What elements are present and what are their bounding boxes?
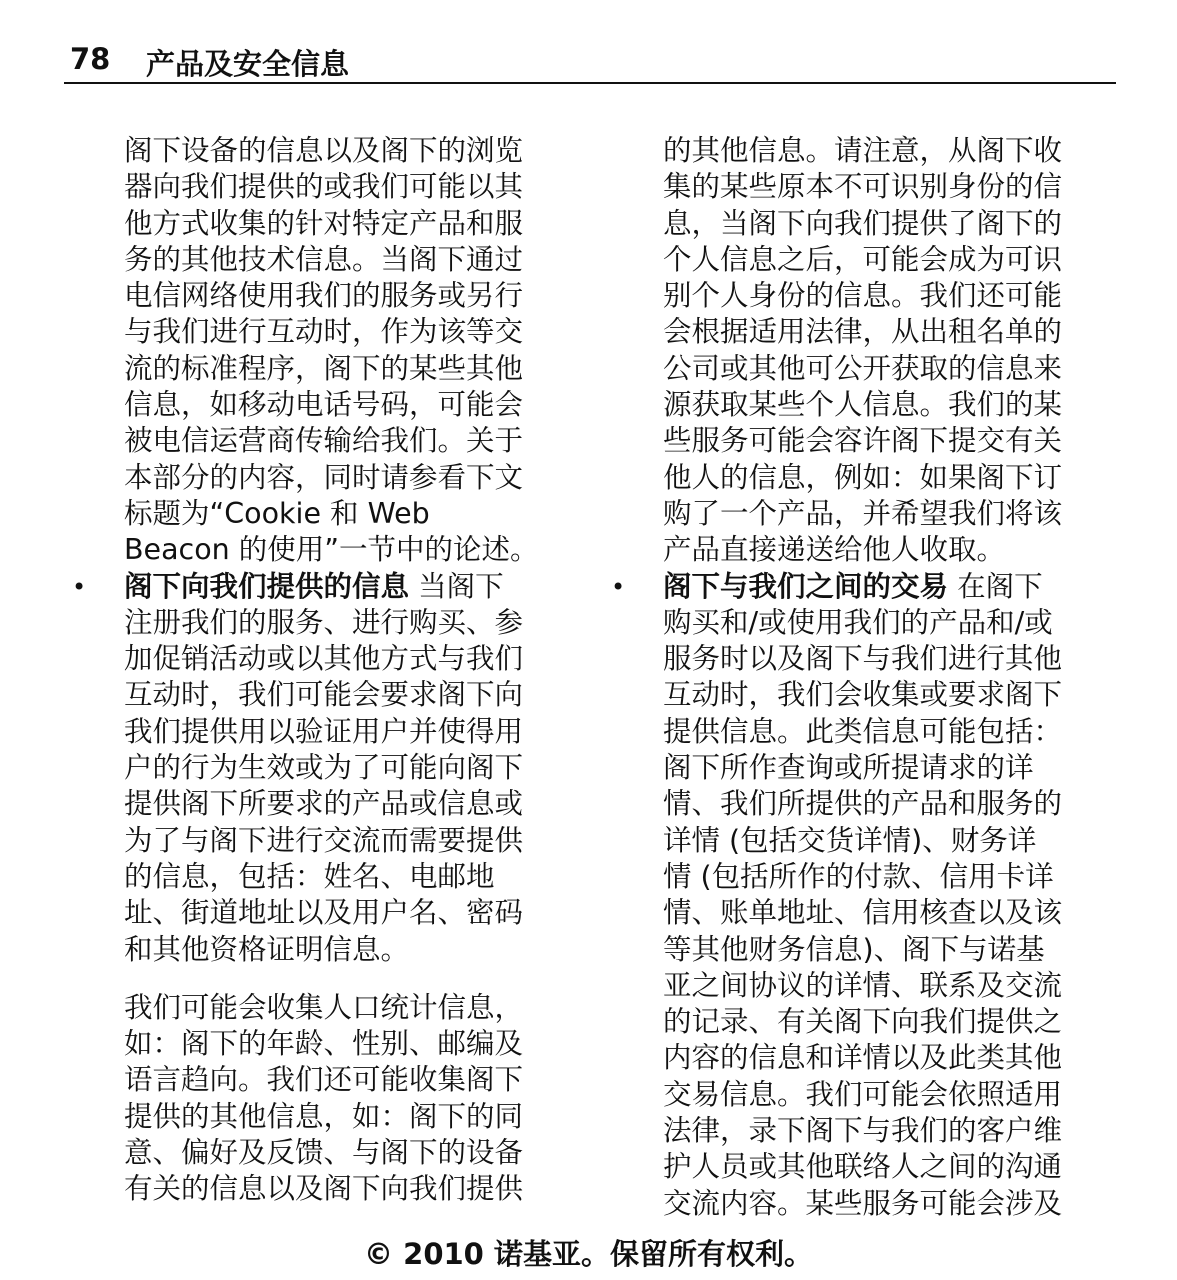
text-line: 的信息，包括：姓名、电邮地 bbox=[124, 859, 495, 893]
text-line: 务的其他技术信息。当阁下通过 bbox=[124, 242, 524, 276]
text-line: 阁下所作查询或所提请求的详 bbox=[663, 751, 1034, 785]
text-line: 交易信息。我们可能会依照适用 bbox=[663, 1077, 1063, 1111]
text-line: 意、偏好及反馈、与阁下的设备 bbox=[124, 1136, 524, 1170]
text-line: 加促销活动或以其他方式与我们 bbox=[124, 642, 524, 676]
section-title: 产品及安全信息 bbox=[146, 47, 350, 81]
text-line: 他方式收集的针对特定产品和服 bbox=[124, 206, 524, 240]
text-line: 交流内容。某些服务可能会涉及 bbox=[663, 1186, 1063, 1220]
text-line: 标题为“Cookie 和 Web bbox=[124, 496, 430, 530]
text-line: 的记录、有关阁下向我们提供之 bbox=[663, 1005, 1063, 1039]
right-column bbox=[611, 133, 1113, 1222]
text-line: 信息，如移动电话号码，可能会 bbox=[124, 388, 524, 422]
bullet-first-line bbox=[663, 569, 1113, 605]
text-line: 产品直接递送给他人收取。 bbox=[663, 533, 1006, 567]
paragraph-gap bbox=[124, 968, 574, 990]
text-line: 他人的信息，例如：如果阁下订 bbox=[663, 460, 1063, 494]
text-line: 与我们进行互动时，作为该等交 bbox=[124, 315, 524, 349]
text-line: 购买和/或使用我们的产品和/或 bbox=[663, 605, 1053, 639]
bullet-icon: • bbox=[72, 572, 87, 601]
text-line: 为了与阁下进行交流而需要提供 bbox=[124, 823, 524, 857]
text-line: 护人员或其他联络人之间的沟通 bbox=[663, 1150, 1063, 1184]
text-line: 我们提供用以验证用户并使得用 bbox=[124, 714, 524, 748]
text-line: 如：阁下的年龄、性别、邮编及 bbox=[124, 1027, 524, 1061]
text-line: 息，当阁下向我们提供了阁下的 bbox=[663, 206, 1063, 240]
text-line: 我们可能会收集人口统计信息， bbox=[124, 990, 524, 1024]
text-line: 和其他资格证明信息。 bbox=[124, 932, 410, 966]
text-line: 些服务可能会容许阁下提交有关 bbox=[663, 424, 1063, 458]
text-line: 语言趋向。我们还可能收集阁下 bbox=[124, 1063, 524, 1097]
text-line: 提供的其他信息，如：阁下的同 bbox=[124, 1099, 524, 1133]
text-line: 服务时以及阁下与我们进行其他 bbox=[663, 642, 1063, 676]
left-demographics-paragraph bbox=[124, 990, 574, 1208]
text-line: 法律，录下阁下与我们的客户维 bbox=[663, 1114, 1063, 1148]
text-line: 别个人身份的信息。我们还可能 bbox=[663, 279, 1063, 313]
bullet-lead-text: 阁下与我们之间的交易 bbox=[663, 569, 949, 603]
text-line: 流的标准程序，阁下的某些其他 bbox=[124, 351, 524, 385]
text-line: 被电信运营商传输给我们。关于 bbox=[124, 424, 524, 458]
text-line: 提供阁下所要求的产品或信息或 bbox=[124, 787, 524, 821]
text-line: 户的行为生效或为了可能向阁下 bbox=[124, 751, 524, 785]
text-line: 址、街道地址以及用户名、密码 bbox=[124, 896, 524, 930]
bullet-icon: • bbox=[611, 572, 626, 601]
text-line: 个人信息之后，可能会成为可识 bbox=[663, 242, 1063, 276]
right-intro-paragraph bbox=[663, 133, 1113, 569]
text-line: 阁下设备的信息以及阁下的浏览 bbox=[124, 134, 524, 167]
page-header bbox=[64, 38, 1116, 84]
left-intro-paragraph bbox=[124, 133, 574, 569]
text-line: 内容的信息和详情以及此类其他 bbox=[663, 1041, 1063, 1075]
text-line: 情、我们所提供的产品和服务的 bbox=[663, 787, 1063, 821]
bullet-first-rest: 在阁下 bbox=[948, 569, 1043, 603]
text-line: 本部分的内容，同时请参看下文 bbox=[124, 460, 524, 494]
text-line: 器向我们提供的或我们可能以其 bbox=[124, 170, 524, 204]
text-line: 源获取某些个人信息。我们的某 bbox=[663, 388, 1063, 422]
text-line: 情、账单地址、信用核查以及该 bbox=[663, 896, 1063, 930]
copyright-footer: © 2010 诺基亚。保留所有权利。 bbox=[364, 1237, 813, 1271]
text-line: 互动时，我们可能会要求阁下向 bbox=[124, 678, 524, 712]
text-line: 情 (包括所作的付款、信用卡详 bbox=[663, 859, 1054, 893]
text-line: 公司或其他可公开获取的信息来 bbox=[663, 351, 1063, 385]
bullet-item-transactions bbox=[611, 569, 1113, 1222]
text-line: 电信网络使用我们的服务或另行 bbox=[124, 279, 524, 313]
left-column bbox=[72, 133, 574, 1208]
text-line: Beacon 的使用”一节中的论述。 bbox=[124, 533, 539, 567]
text-line: 有关的信息以及阁下向我们提供 bbox=[124, 1172, 524, 1206]
text-line: 详情 (包括交货详情)、财务详 bbox=[663, 823, 1037, 857]
text-line: 会根据适用法律，从出租名单的 bbox=[663, 315, 1063, 349]
bullet-first-line bbox=[124, 569, 574, 605]
text-line: 互动时，我们会收集或要求阁下 bbox=[663, 678, 1063, 712]
text-line: 的其他信息。请注意，从阁下收 bbox=[663, 134, 1063, 167]
bullet-item-provided-info bbox=[72, 569, 574, 968]
text-line: 提供信息。此类信息可能包括： bbox=[663, 714, 1063, 748]
text-line: 注册我们的服务、进行购买、参 bbox=[124, 605, 524, 639]
bullet-lead-text: 阁下向我们提供的信息 bbox=[124, 569, 410, 603]
bullet-first-rest: 当阁下 bbox=[409, 569, 504, 603]
page-number: 78 bbox=[70, 42, 111, 76]
text-line: 等其他财务信息)、阁下与诺基 bbox=[663, 932, 1045, 966]
text-line: 购了一个产品，并希望我们将该 bbox=[663, 496, 1063, 530]
text-line: 集的某些原本不可识别身份的信 bbox=[663, 170, 1063, 204]
text-line: 亚之间协议的详情、联系及交流 bbox=[663, 968, 1063, 1002]
